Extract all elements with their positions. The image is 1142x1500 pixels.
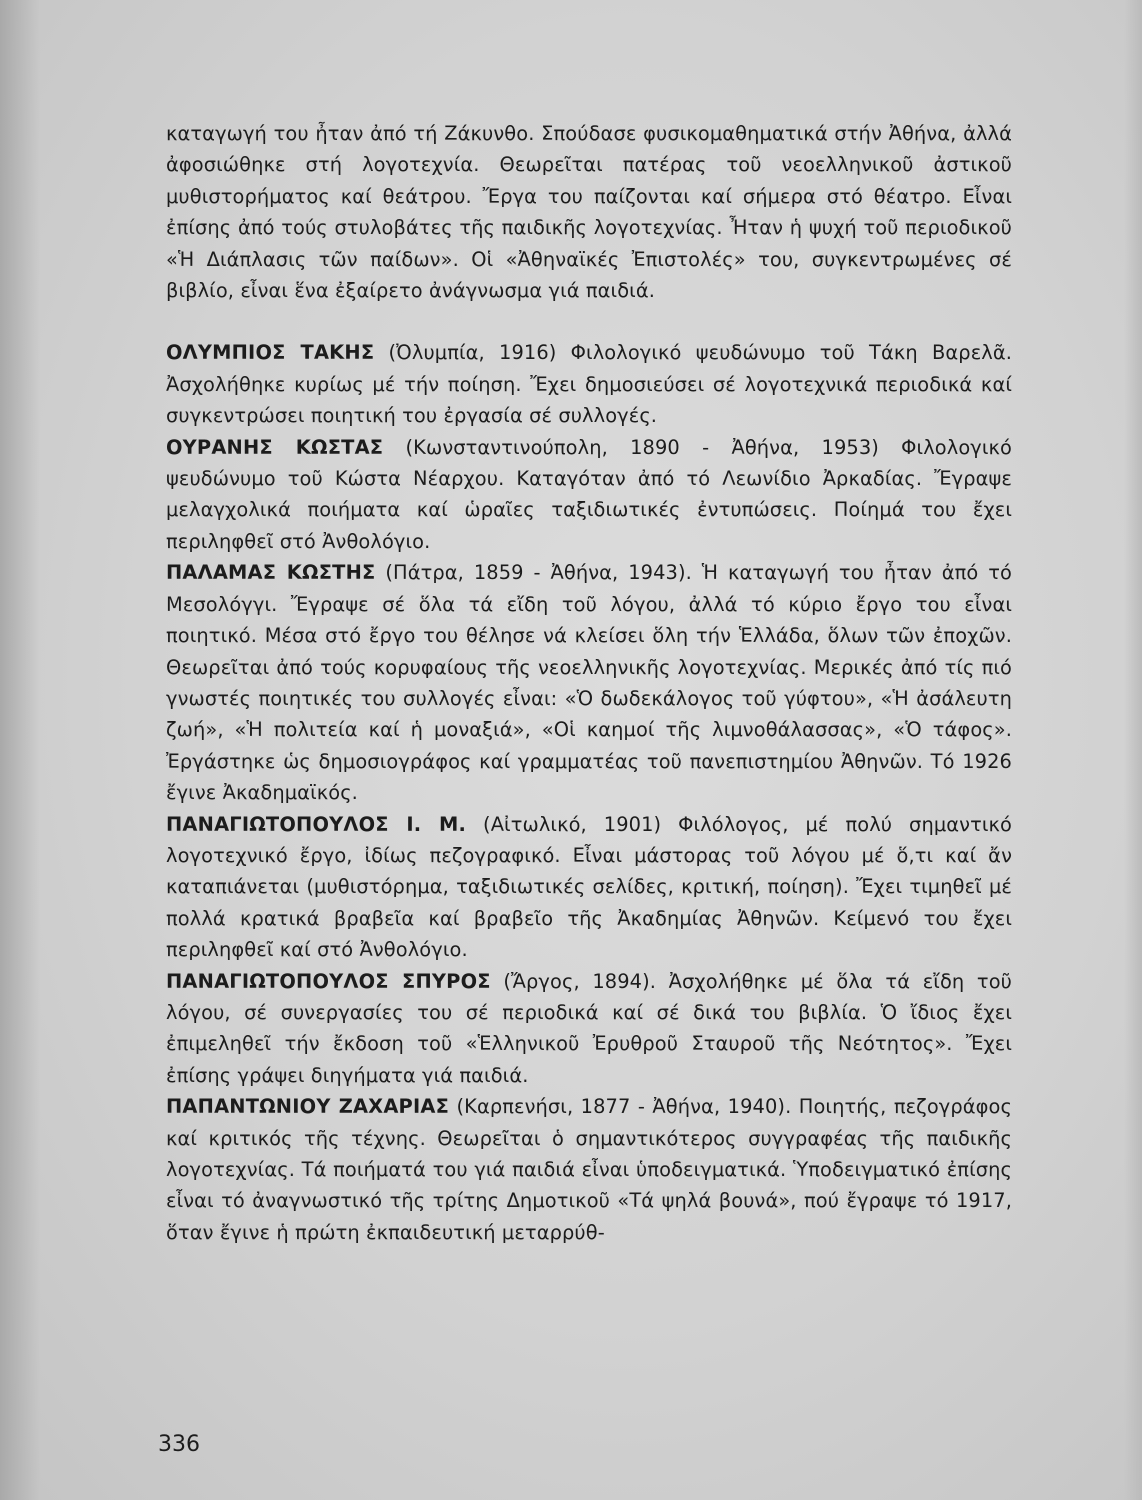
page-number: 336 [158, 1432, 200, 1457]
text-column [166, 118, 1012, 1248]
entry-name: ΠΑΝΑΓΙΩΤΟΠΟΥΛΟΣ ΣΠΥΡΟΣ [166, 969, 491, 993]
entry-palamas [166, 557, 1012, 808]
entry-name: ΠΑΝΑΓΙΩΤΟΠΟΥΛΟΣ Ι. Μ. [166, 812, 467, 836]
entry-ouranis [166, 432, 1012, 558]
entry-papantoniou [166, 1091, 1012, 1248]
entry-text: (Ὀλυμπία, 1916) Φιλολογικό ψευδώνυμο τοῦ Τάκη Βαρελᾶ. Ἀσχολήθηκε κυρίως μέ τήν ποίηση. Ἔχει δημοσιεύσει σέ λογοτεχνικά περιοδικά καί συγκεντρώσει ποιητική του ἐργασία σέ συλλογές. [166, 341, 1013, 428]
entry-panagiotopoulos-spyros [166, 966, 1012, 1092]
entry-text: (Πάτρα, 1859 - Ἀθήνα, 1943). Ἡ καταγωγή του ἦταν ἀπό τό Μεσολόγγι. Ἔγραψε σέ ὅλα τά εἴδη τοῦ λόγου, ἀλλά τό κύριο ἔργο του εἶναι ποιητικό. Μέσα στό ἔργο του θέλησε νά κλείσει ὅλη τήν Ἑλλάδα, ὅλων τῶν ἐποχῶν. Θεωρεῖται ἀπό τούς κορυφαίους τῆς νεοελληνικῆς λογοτεχνίας. Μερικές ἀπό τίς πιό γνωστές ποιητικές του συλλογές εἶναι: «Ὁ δωδεκάλογος τοῦ γύφτου», «Ἡ ἀσάλευτη ζωή», «Ἡ πολιτεία καί ἡ μοναξιά», «Οἱ καημοί τῆς λιμνοθάλασσας», «Ὁ τάφος». Ἐργάστηκε ὡς δημοσιογράφος καί γραμματέας τοῦ πανεπιστημίου Ἀθηνῶν. Τό 1926 ἔγινε Ἀκαδημαϊκός. [166, 561, 1012, 805]
entry-text: (Αἰτωλικό, 1901) Φιλόλογος, μέ πολύ σημαντικό λογοτεχνικό ἔργο, ἰδίως πεζογραφικό. Εἶναι μάστορας τοῦ λόγου μέ ὅ,τι καί ἄν καταπιάνεται (μυθιστόρημα, ταξιδιωτικές σελίδες, κριτική, ποίηση). Ἔχει τιμηθεῖ μέ πολλά κρατικά βραβεῖα καί βραβεῖο τῆς Ἀκαδημίας Ἀθηνῶν. Κείμενό του ἔχει περιληφθεῖ καί στό Ἀνθολόγιο. [166, 812, 1013, 962]
entry-olympios [166, 337, 1012, 431]
entry-text: (Κωνσταντινούπολη, 1890 - Ἀθήνα, 1953) Φιλολογικό ψευδώνυμο τοῦ Κώστα Νέαρχου. Καταγόταν ἀπό τό Λεωνίδιο Ἀρκαδίας. Ἔγραψε μελαγχολικά ποιήματα καί ὡραῖες ταξιδιωτικές ἐντυπώσεις. Ποίημά του ἔχει περιληφθεῖ στό Ἀνθολόγιο. [166, 435, 1013, 553]
entry-name: ΠΑΠΑΝΤΩΝΙΟΥ ΖΑΧΑΡΙΑΣ [166, 1095, 450, 1119]
page-edge-shadow [1124, 0, 1142, 1500]
entry-text: (Ἄργος, 1894). Ἀσχολήθηκε μέ ὅλα τά εἴδη τοῦ λόγου, σέ συνεργασίες του σέ περιοδικά καί σέ δικά του βιβλία. Ὁ ἴδιος ἔχει ἐπιμεληθεῖ τήν ἔκδοση τοῦ «Ἑλληνικοῦ Ἐρυθροῦ Σταυροῦ τῆς Νεότητος». Ἔχει ἐπίσης γράψει διηγήματα γιά παιδιά. [166, 969, 1012, 1087]
entry-panagiotopoulos-im [166, 809, 1012, 966]
intro-paragraph: καταγωγή του ἦταν ἀπό τή Ζάκυνθο. Σπούδασε φυσικομαθηματικά στήν Ἀθήνα, ἀλλά ἀφοσιώθηκε στή λογοτεχνία. Θεωρεῖται πατέρας τοῦ νεοελληνικοῦ ἀστικοῦ μυθιστορήματος καί θεάτρου. Ἔργα του παίζονται καί σήμερα στό θέατρο. Εἶναι ἐπίσης ἀπό τούς στυλοβάτες τῆς παιδικῆς λογοτεχνίας. Ἦταν ἡ ψυχή τοῦ περιοδικοῦ «Ἡ Διάπλασις τῶν παίδων». Οἱ «Ἀθηναϊκές Ἐπιστολές» του, συγκεντρωμένες σέ βιβλίο, εἶναι ἕνα ἐξαίρετο ἀνάγνωσμα γιά παιδιά. [166, 122, 1012, 303]
entry-name: ΟΛΥΜΠΙΟΣ ΤΑΚΗΣ [166, 341, 375, 365]
page-binding-shadow [0, 0, 40, 1500]
entry-name: ΟΥΡΑΝΗΣ ΚΩΣΤΑΣ [166, 435, 384, 459]
entry-name: ΠΑΛΑΜΑΣ ΚΩΣΤΗΣ [166, 561, 376, 585]
entry-text: (Καρπενήσι, 1877 - Ἀθήνα, 1940). Ποιητής, πεζογράφος καί κριτικός τῆς τέχνης. Θεωρεῖται ὁ σημαντικότερος συγγραφέας τῆς παιδικῆς λογοτεχνίας. Τά ποιήματά του γιά παιδιά εἶναι ὑποδειγματικά. Ὑποδειγματικό ἐπίσης εἶναι τό ἀναγνωστικό τῆς τρίτης Δημοτικοῦ «Τά ψηλά βουνά», πού ἔγραψε τό 1917, ὅταν ἔγινε ἡ πρώτη ἐκπαιδευτική μεταρρύθ- [166, 1095, 1012, 1244]
